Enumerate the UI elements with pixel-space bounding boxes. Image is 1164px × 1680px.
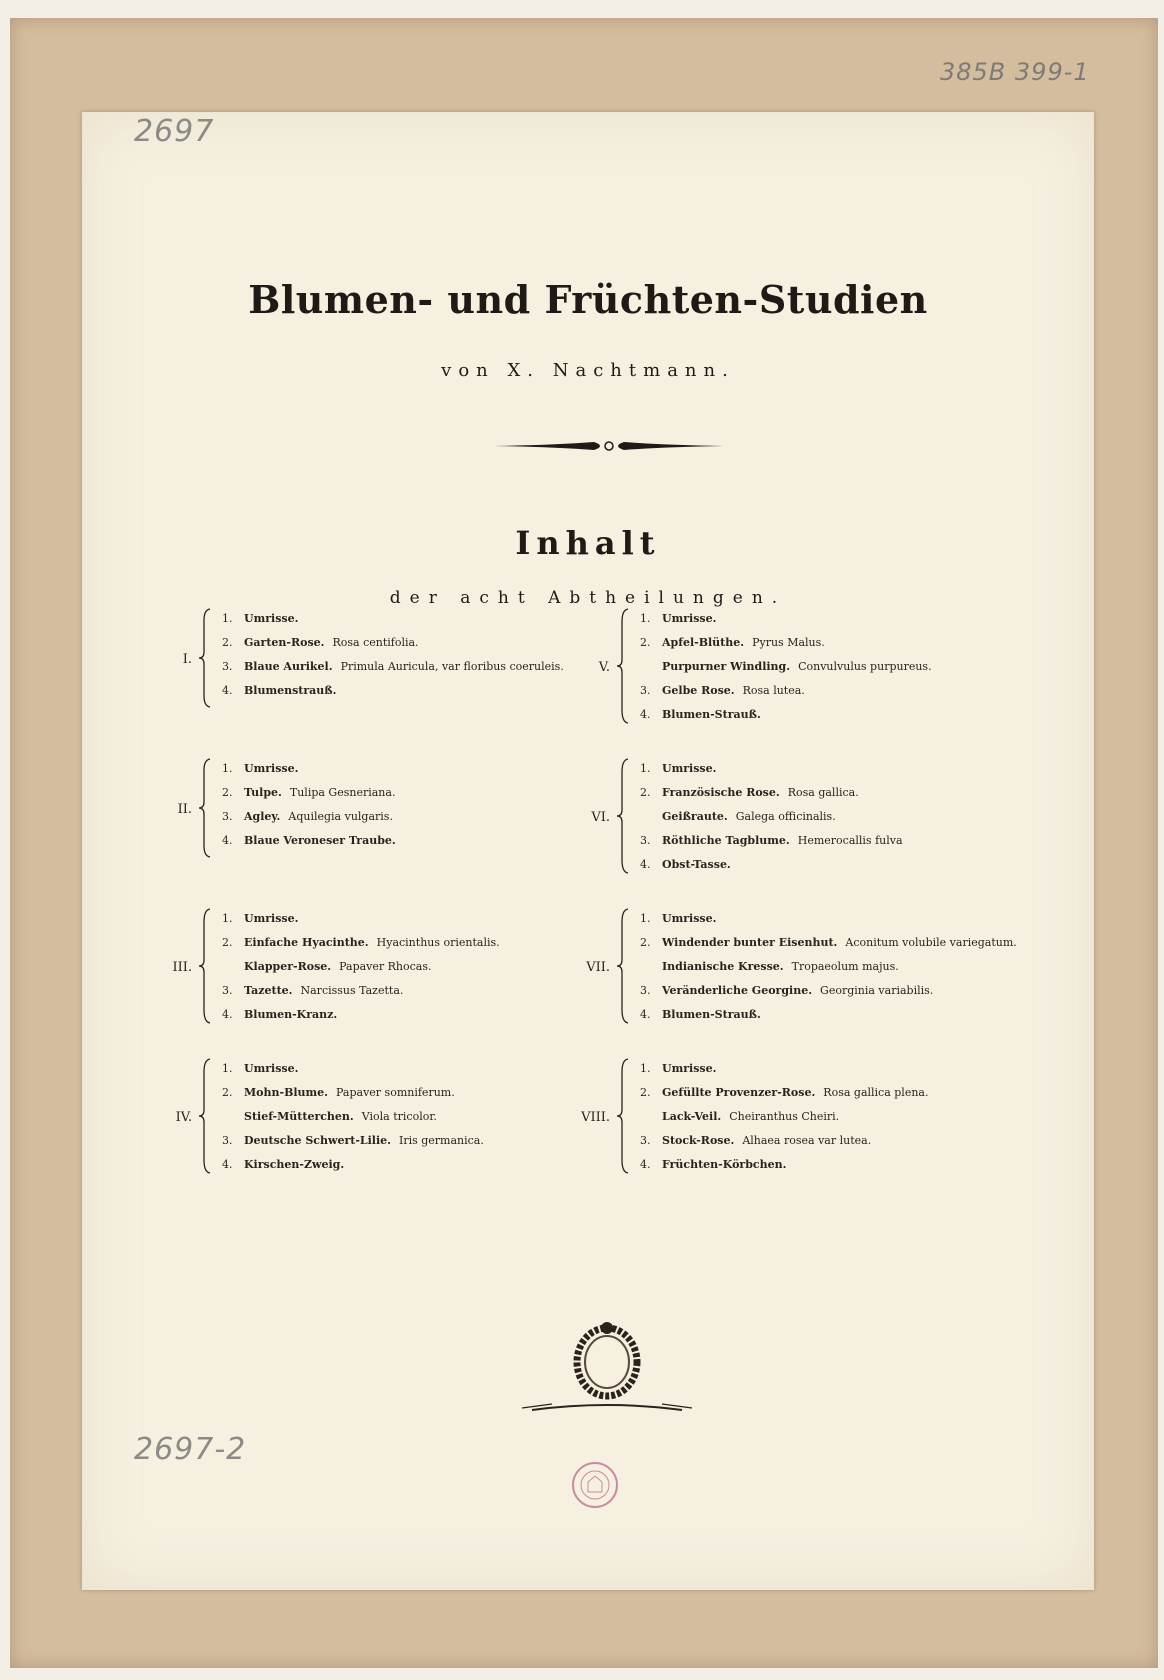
entry-number: 4. [640, 1008, 651, 1021]
contents-entry [222, 612, 298, 625]
entry-number: 1. [640, 1062, 651, 1075]
contents-entry [640, 636, 825, 649]
entry-latin-name: Hyacinthus orientalis. [376, 936, 500, 949]
contents-heading: Inhalt [515, 524, 661, 562]
entry-number: 2. [222, 936, 233, 949]
contents-entry [222, 1134, 484, 1147]
entry-german-name: Indianische Kresse. [662, 960, 784, 973]
entry-latin-name: Alhaea rosea var lutea. [742, 1134, 872, 1147]
section-brace-icon [616, 758, 632, 874]
library-stamp [570, 1460, 620, 1510]
contents-entry [640, 1008, 761, 1021]
entry-number: 4. [222, 834, 233, 847]
contents-entry [640, 1110, 839, 1123]
entry-number: 1. [222, 912, 233, 925]
sheet-number-annotation-bottom: 2697-2 [134, 1432, 247, 1467]
entry-number: 2. [640, 786, 651, 799]
entry-german-name: Apfel-Blüthe. [662, 636, 745, 649]
entry-number: 3. [222, 810, 233, 823]
entry-german-name: Blumenstrauß. [244, 684, 337, 697]
contents-entry [640, 858, 731, 871]
section-brace-icon [198, 608, 214, 708]
entry-latin-name: Primula Auricula, var floribus coeruleis. [340, 660, 564, 673]
entry-number: 3. [640, 984, 651, 997]
contents-entry [640, 1086, 928, 1099]
section-brace-icon [198, 908, 214, 1024]
contents-entry [640, 1134, 871, 1147]
entry-number: 3. [222, 984, 233, 997]
section-numeral: VIII. [581, 1110, 610, 1125]
entry-number: 1. [222, 1062, 233, 1075]
entry-german-name: Stock-Rose. [662, 1134, 735, 1147]
contents-entry [640, 936, 1017, 949]
entry-number: 3. [640, 834, 651, 847]
entry-german-name: Gelbe Rose. [662, 684, 735, 697]
entry-german-name: Mohn-Blume. [244, 1086, 329, 1099]
entry-number: 2. [640, 1086, 651, 1099]
entry-number: 3. [222, 660, 233, 673]
author-line: von X. Nachtmann. [441, 360, 735, 381]
entry-german-name: Agley. [244, 810, 281, 823]
contents-entry [640, 912, 716, 925]
entry-number: 2. [222, 1086, 233, 1099]
entry-german-name: Röthliche Tagblume. [662, 834, 790, 847]
entry-german-name: Einfache Hyacinthe. [244, 936, 369, 949]
title-sheet [82, 112, 1094, 1590]
entry-latin-name: Tropaeolum majus. [791, 960, 899, 973]
entry-number: 4. [640, 858, 651, 871]
sheet-number-annotation-top: 2697 [134, 114, 215, 149]
entry-german-name: Umrisse. [244, 1062, 299, 1075]
contents-entry [222, 1158, 344, 1171]
entry-number: 3. [222, 1134, 233, 1147]
entry-latin-name: Tulipa Gesneriana. [289, 786, 396, 799]
page-title: Blumen- und Früchten-Studien [248, 277, 928, 322]
entry-latin-name: Convulvulus purpureus. [798, 660, 932, 673]
contents-entry [222, 762, 298, 775]
entry-number: 4. [640, 1158, 651, 1171]
contents-entry [222, 936, 500, 949]
entry-german-name: Klapper-Rose. [244, 960, 332, 973]
entry-latin-name: Viola tricolor. [361, 1110, 437, 1123]
contents-entry [222, 684, 337, 697]
entry-german-name: Stief-Mütterchen. [244, 1110, 354, 1123]
entry-latin-name: Narcissus Tazetta. [300, 984, 404, 997]
entry-german-name: Tulpe. [244, 786, 282, 799]
entry-number: 1. [222, 612, 233, 625]
entry-german-name: Blaue Aurikel. [244, 660, 333, 673]
contents-entry [640, 612, 716, 625]
entry-latin-name: Iris germanica. [398, 1134, 484, 1147]
entry-german-name: Tazette. [244, 984, 293, 997]
entry-latin-name: Papaver somniferum. [336, 1086, 455, 1099]
shelf-mark-annotation: 385B 399-1 [940, 58, 1090, 86]
section-brace-icon [616, 908, 632, 1024]
entry-latin-name: Rosa gallica plena. [823, 1086, 929, 1099]
entry-german-name: Purpurner Windling. [662, 660, 791, 673]
entry-german-name: Umrisse. [662, 762, 717, 775]
contents-entry [222, 960, 432, 973]
entry-latin-name: Cheiranthus Cheiri. [729, 1110, 840, 1123]
section-numeral: VII. [586, 960, 610, 975]
entry-german-name: Umrisse. [244, 912, 299, 925]
entry-latin-name: Galega officinalis. [735, 810, 836, 823]
section-numeral: II. [177, 802, 192, 817]
entry-number: 2. [222, 636, 233, 649]
entry-number: 1. [222, 762, 233, 775]
contents-entry [640, 1158, 786, 1171]
contents-entry [222, 1062, 298, 1075]
contents-entry [640, 984, 933, 997]
entry-number: 2. [222, 786, 233, 799]
contents-entry [640, 810, 836, 823]
entry-german-name: Blumen-Strauß. [662, 1008, 761, 1021]
entry-latin-name: Aconitum volubile variegatum. [845, 936, 1017, 949]
entry-german-name: Früchten-Körbchen. [662, 1158, 787, 1171]
entry-german-name: Veränderliche Georgine. [662, 984, 813, 997]
section-numeral: IV. [175, 1110, 192, 1125]
entry-german-name: Geißraute. [662, 810, 728, 823]
contents-entry [640, 762, 716, 775]
contents-entry [222, 1086, 455, 1099]
contents-entry [640, 708, 761, 721]
contents-entry [222, 636, 419, 649]
entry-number: 3. [640, 1134, 651, 1147]
entry-german-name: Umrisse. [662, 912, 717, 925]
section-numeral: III. [172, 960, 192, 975]
contents-entry [222, 660, 564, 673]
contents-entry [222, 912, 298, 925]
ornamental-divider [494, 439, 724, 453]
section-numeral: I. [182, 652, 192, 667]
contents-entry [640, 834, 903, 847]
entry-german-name: Windender bunter Eisenhut. [662, 936, 838, 949]
entry-german-name: Obst-Tasse. [662, 858, 731, 871]
entry-latin-name: Papaver Rhocas. [339, 960, 432, 973]
contents-entry [222, 1110, 437, 1123]
entry-latin-name: Rosa gallica. [787, 786, 859, 799]
section-brace-icon [198, 758, 214, 858]
entry-latin-name: Rosa centifolia. [332, 636, 419, 649]
contents-entry [640, 1062, 716, 1075]
contents-entry [222, 834, 396, 847]
contents-entry [222, 984, 403, 997]
entry-german-name: Umrisse. [244, 762, 299, 775]
mount-board [10, 18, 1158, 1668]
section-brace-icon [616, 608, 632, 724]
entry-german-name: Blumen-Strauß. [662, 708, 761, 721]
entry-number: 1. [640, 912, 651, 925]
entry-latin-name: Rosa lutea. [742, 684, 805, 697]
contents-subheading: der acht Abtheilungen. [389, 588, 787, 608]
contents-entry [640, 960, 899, 973]
entry-number: 3. [640, 684, 651, 697]
entry-german-name: Umrisse. [244, 612, 299, 625]
entry-number: 1. [640, 612, 651, 625]
contents-entry [222, 810, 393, 823]
contents-entry [640, 786, 859, 799]
entry-german-name: Kirschen-Zweig. [244, 1158, 345, 1171]
section-brace-icon [616, 1058, 632, 1174]
entry-german-name: Blumen-Kranz. [244, 1008, 338, 1021]
section-numeral: V. [598, 660, 610, 675]
entry-number: 4. [640, 708, 651, 721]
entry-latin-name: Georginia variabilis. [820, 984, 934, 997]
entry-german-name: Garten-Rose. [244, 636, 325, 649]
entry-latin-name: Hemerocallis fulva [797, 834, 903, 847]
entry-latin-name: Aquilegia vulgaris. [288, 810, 393, 823]
contents-entry [640, 684, 805, 697]
entry-german-name: Deutsche Schwert-Lilie. [244, 1134, 391, 1147]
contents-entry [222, 786, 395, 799]
entry-german-name: Umrisse. [662, 612, 717, 625]
entry-latin-name: Pyrus Malus. [752, 636, 825, 649]
section-numeral: VI. [591, 810, 610, 825]
entry-number: 2. [640, 636, 651, 649]
entry-number: 4. [222, 1008, 233, 1021]
contents-entry [222, 1008, 337, 1021]
entry-number: 1. [640, 762, 651, 775]
entry-german-name: Lack-Veil. [662, 1110, 722, 1123]
contents-entry [640, 660, 932, 673]
entry-number: 4. [222, 684, 233, 697]
entry-number: 2. [640, 936, 651, 949]
wreath-ornament-icon [512, 1322, 702, 1412]
entry-number: 4. [222, 1158, 233, 1171]
entry-german-name: Gefüllte Provenzer-Rose. [662, 1086, 816, 1099]
entry-german-name: Blaue Veroneser Traube. [244, 834, 396, 847]
section-brace-icon [198, 1058, 214, 1174]
entry-german-name: Französische Rose. [662, 786, 780, 799]
entry-german-name: Umrisse. [662, 1062, 717, 1075]
